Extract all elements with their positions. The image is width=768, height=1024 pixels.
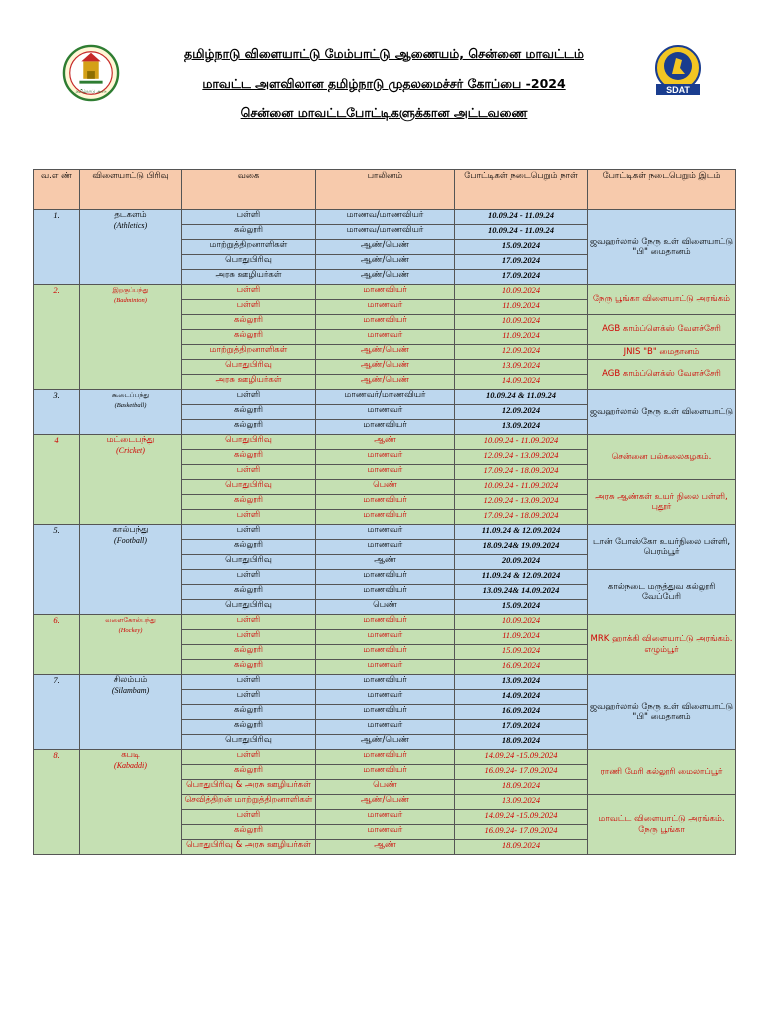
sport-name-english: (Athletics) (113, 220, 148, 230)
date-cell: 17.09.2024 (455, 270, 588, 285)
venue-cell: டான் போஸ்கோ உயர்நிலை பள்ளி, பெரம்பூர் (588, 525, 736, 570)
date-cell: 18.09.2024 (455, 840, 588, 855)
category-cell: பள்ளி (182, 750, 316, 765)
date-cell: 20.09.2024 (455, 555, 588, 570)
date-cell: 11.09.24 & 12.09.2024 (455, 570, 588, 585)
gender-cell: மாணவர் (316, 300, 455, 315)
gender-cell: மாணவியர் (316, 315, 455, 330)
date-cell: 10.09.2024 (455, 615, 588, 630)
category-cell: கல்லூரி (182, 225, 316, 240)
table-row (34, 390, 736, 405)
sport-cell (80, 210, 182, 285)
sport-name-tamil: சிலம்பம் (113, 675, 148, 685)
category-cell: கல்லூரி (182, 405, 316, 420)
gender-cell: மாணவர்/மாணவியர் (316, 390, 455, 405)
header-venue: போட்டிகள் நடைபெறும் இடம் (588, 170, 736, 210)
venue-cell: AGB காம்ப்ளெக்ஸ் வேளச்சேரி (588, 315, 736, 345)
category-cell: பள்ளி (182, 510, 316, 525)
sport-name-english: (Football) (114, 535, 147, 545)
date-cell: 11.09.2024 (455, 300, 588, 315)
gender-cell: மாணவியர் (316, 750, 455, 765)
header-serial: வ.எ ண் (34, 170, 80, 210)
date-cell: 10.09.24 - 11.09.2024 (455, 480, 588, 495)
sport-name-english: (Cricket) (116, 445, 145, 455)
table-row (34, 675, 736, 690)
gender-cell: மாணவர் (316, 660, 455, 675)
sport-name-tamil: வளைகோல்பந்து (105, 616, 156, 624)
sport-name-english: (Kabaddi) (114, 760, 147, 770)
date-cell: 12.09.2024 (455, 345, 588, 360)
date-cell: 13.09.2024 (455, 675, 588, 690)
sport-cell (80, 750, 182, 855)
gender-cell: மாணவர் (316, 630, 455, 645)
gender-cell: மாணவர் (316, 465, 455, 480)
category-cell: பொதுபிரிவு (182, 255, 316, 270)
venue-cell: கால்நடை மருத்துவ கல்லூரி வேப்பேரி (588, 570, 736, 615)
sport-name-tamil: தடகளம் (114, 210, 147, 220)
gender-cell: ஆண்/பெண் (316, 735, 455, 750)
venue-cell: JNIS "B" மைதானம் (588, 345, 736, 360)
serial-number: 3. (34, 390, 80, 435)
gender-cell: ஆண்/பெண் (316, 255, 455, 270)
table-row (34, 210, 736, 225)
venue-cell: AGB காம்ப்ளெக்ஸ் வேளச்சேரி (588, 360, 736, 390)
category-cell: கல்லூரி (182, 420, 316, 435)
category-cell: பள்ளி (182, 675, 316, 690)
gender-cell: ஆண் (316, 555, 455, 570)
category-cell: கல்லூரி (182, 765, 316, 780)
date-cell: 17.09.24 - 18.09.2024 (455, 465, 588, 480)
venue-cell: அரசு ஆண்கள் உயர் நிலை பள்ளி, புதூர் (588, 480, 736, 525)
category-cell: பள்ளி (182, 690, 316, 705)
category-cell: பள்ளி (182, 210, 316, 225)
date-cell: 13.09.24& 14.09.2024 (455, 585, 588, 600)
date-cell: 18.09.24& 19.09.2024 (455, 540, 588, 555)
category-cell: கல்லூரி (182, 495, 316, 510)
date-cell: 10.09.24 & 11.09.24 (455, 390, 588, 405)
gender-cell: ஆண்/பெண் (316, 795, 455, 810)
sdat-logo-text: SDAT (666, 85, 690, 95)
category-cell: பொதுபிரிவு (182, 360, 316, 375)
table-row (34, 435, 736, 450)
category-cell: பொதுபிரிவு & அரசு ஊழியர்கள் (182, 780, 316, 795)
serial-number: 7. (34, 675, 80, 750)
sport-name-tamil: கால்பந்து (112, 525, 149, 535)
schedule-table (33, 169, 736, 855)
header-subtitle: மாவட்ட அளவிலான தமிழ்நாடு முதலமைச்சர் கோப்பை -2024 (202, 76, 566, 91)
date-cell: 11.09.2024 (455, 630, 588, 645)
category-cell: பள்ளி (182, 465, 316, 480)
date-cell: 15.09.2024 (455, 645, 588, 660)
gender-cell: மாணவியர் (316, 285, 455, 300)
serial-number: 4 (34, 435, 80, 525)
date-cell: 15.09.2024 (455, 240, 588, 255)
date-cell: 10.09.24 - 11.09.24 (455, 225, 588, 240)
table-row (34, 750, 736, 765)
venue-cell: ராணி மேரி கல்லூரி மைலாப்பூர் (588, 750, 736, 795)
sport-cell (80, 525, 182, 615)
category-cell: பொதுபிரிவு (182, 555, 316, 570)
date-cell: 10.09.24 - 11.09.24 (455, 210, 588, 225)
gender-cell: பெண் (316, 600, 455, 615)
gender-cell: மாணவியர் (316, 495, 455, 510)
category-cell: பள்ளி (182, 570, 316, 585)
date-cell: 16.09.2024 (455, 705, 588, 720)
gender-cell: மாணவியர் (316, 765, 455, 780)
table-row (34, 525, 736, 540)
date-cell: 17.09.2024 (455, 255, 588, 270)
gender-cell: மாணவர் (316, 450, 455, 465)
date-cell: 12.09.24 - 13.09.2024 (455, 450, 588, 465)
gender-cell: மாணவியர் (316, 585, 455, 600)
category-cell: பள்ளி (182, 390, 316, 405)
category-cell: கல்லூரி (182, 330, 316, 345)
category-cell: மாற்றுத்திறனாளிகள் (182, 345, 316, 360)
category-cell: செவித்திறன் மாற்றுத்திறனாளிகள் (182, 795, 316, 810)
date-cell: 16.09.24- 17.09.2024 (455, 825, 588, 840)
sport-cell (80, 675, 182, 750)
gender-cell: மாணவர் (316, 540, 455, 555)
category-cell: கல்லூரி (182, 705, 316, 720)
sport-name-tamil: இறகுப்பந்து (112, 286, 149, 294)
gender-cell: மாணவர் (316, 330, 455, 345)
date-cell: 12.09.2024 (455, 405, 588, 420)
header-category: வகை (182, 170, 316, 210)
gender-cell: மாணவியர் (316, 645, 455, 660)
gender-cell: ஆண் (316, 435, 455, 450)
venue-cell: MRK ஹாக்கி விளையாட்டு அரங்கம். எழும்பூர் (588, 615, 736, 675)
header-sport: விளையாட்டு பிரிவு (80, 170, 182, 210)
sport-name-tamil: கூடைப்பந்து (111, 391, 150, 399)
serial-number: 8. (34, 750, 80, 855)
table-row (34, 285, 736, 300)
header-gender: பாலினம் (316, 170, 455, 210)
gender-cell: ஆண்/பெண் (316, 345, 455, 360)
serial-number: 5. (34, 525, 80, 615)
gender-cell: மாணவர் (316, 720, 455, 735)
table-header-row (34, 170, 736, 210)
sport-name-english: (Basketball) (114, 401, 147, 409)
venue-cell: ஜவஹர்லால் நேரு உள் விளையாட்டு (588, 390, 736, 435)
gender-cell: பெண் (316, 480, 455, 495)
category-cell: பொதுபிரிவு (182, 735, 316, 750)
gender-cell: ஆண்/பெண் (316, 375, 455, 390)
gender-cell: மாணவியர் (316, 510, 455, 525)
category-cell: கல்லூரி (182, 540, 316, 555)
date-cell: 10.09.2024 (455, 315, 588, 330)
header-schedule-title: சென்னை மாவட்டபோட்டிகளுக்கான அட்டவணை (240, 105, 528, 120)
gender-cell: மாணவியர் (316, 420, 455, 435)
date-cell: 18.09.2024 (455, 735, 588, 750)
date-cell: 10.09.2024 (455, 285, 588, 300)
header-title: தமிழ்நாடு விளையாட்டு மேம்பாட்டு ஆணையம், சென்னை மாவட்டம் (184, 46, 584, 61)
date-cell: 14.09.2024 (455, 375, 588, 390)
date-cell: 18.09.2024 (455, 780, 588, 795)
gender-cell: ஆண்/பெண் (316, 240, 455, 255)
date-cell: 12.09.24 - 13.09.2024 (455, 495, 588, 510)
category-cell: கல்லூரி (182, 585, 316, 600)
venue-cell: ஜவஹர்லால் நேரு உள் விளையாட்டு "பி" மைதானம் (588, 675, 736, 750)
date-cell: 14.09.24 -15.09.2024 (455, 810, 588, 825)
category-cell: பொதுபிரிவு (182, 435, 316, 450)
category-cell: அரசு ஊழியர்கள் (182, 270, 316, 285)
sport-cell (80, 390, 182, 435)
sport-cell (80, 615, 182, 675)
gender-cell: மாணவ/மாணவியர் (316, 210, 455, 225)
category-cell: பொதுபிரிவு (182, 600, 316, 615)
gender-cell: மாணவர் (316, 810, 455, 825)
category-cell: பள்ளி (182, 630, 316, 645)
gender-cell: மாணவ/மாணவியர் (316, 225, 455, 240)
category-cell: பள்ளி (182, 285, 316, 300)
sport-name-english: (Silambam) (111, 685, 150, 695)
header-date: போட்டிகள் நடைபெறும் நாள் (455, 170, 588, 210)
serial-number: 6. (34, 615, 80, 675)
venue-cell: ஜவஹர்லால் நேரு உள் விளையாட்டு "பி" மைதானம் (588, 210, 736, 285)
date-cell: 14.09.2024 (455, 690, 588, 705)
sport-name-english: (Hockey) (118, 626, 143, 634)
venue-cell: மாவட்ட விளையாட்டு அரங்கம். நேரு பூங்கா (588, 795, 736, 855)
venue-cell: நேரு பூங்கா விளையாட்டு அரங்கம் (588, 285, 736, 315)
date-cell: 13.09.2024 (455, 795, 588, 810)
category-cell: பொதுபிரிவு (182, 480, 316, 495)
date-cell: 17.09.24 - 18.09.2024 (455, 510, 588, 525)
sport-cell (80, 435, 182, 525)
category-cell: பள்ளி (182, 300, 316, 315)
gender-cell: மாணவியர் (316, 705, 455, 720)
category-cell: கல்லூரி (182, 825, 316, 840)
gender-cell: பெண் (316, 780, 455, 795)
gender-cell: மாணவியர் (316, 615, 455, 630)
category-cell: கல்லூரி (182, 660, 316, 675)
category-cell: அரசு ஊழியர்கள் (182, 375, 316, 390)
date-cell: 11.09.24 & 12.09.2024 (455, 525, 588, 540)
sport-name-english: (Badminton) (114, 296, 147, 304)
category-cell: பள்ளி (182, 525, 316, 540)
date-cell: 14.09.24 -15.09.2024 (455, 750, 588, 765)
gender-cell: மாணவியர் (316, 675, 455, 690)
table-row (34, 615, 736, 630)
date-cell: 10.09.24 - 11.09.2024 (455, 435, 588, 450)
sport-cell (80, 285, 182, 390)
serial-number: 2. (34, 285, 80, 390)
date-cell: 15.09.2024 (455, 600, 588, 615)
category-cell: மாற்றுத்திறனாளிகள் (182, 240, 316, 255)
category-cell: கல்லூரி (182, 450, 316, 465)
gender-cell: மாணவர் (316, 525, 455, 540)
serial-number: 1. (34, 210, 80, 285)
date-cell: 13.09.2024 (455, 420, 588, 435)
date-cell: 16.09.2024 (455, 660, 588, 675)
date-cell: 13.09.2024 (455, 360, 588, 375)
gender-cell: மாணவர் (316, 405, 455, 420)
sport-name-tamil: கபடி (121, 750, 140, 760)
gender-cell: ஆண்/பெண் (316, 360, 455, 375)
gender-cell: மாணவியர் (316, 570, 455, 585)
category-cell: கல்லூரி (182, 315, 316, 330)
date-cell: 16.09.24- 17.09.2024 (455, 765, 588, 780)
sport-name-tamil: மட்டைபந்து (106, 435, 155, 445)
date-cell: 17.09.2024 (455, 720, 588, 735)
category-cell: பள்ளி (182, 810, 316, 825)
gender-cell: ஆண் (316, 840, 455, 855)
gender-cell: மாணவர் (316, 825, 455, 840)
category-cell: பள்ளி (182, 615, 316, 630)
category-cell: கல்லூரி (182, 645, 316, 660)
venue-cell: சென்னை பல்கலைகழகம். (588, 435, 736, 480)
gender-cell: மாணவர் (316, 690, 455, 705)
category-cell: கல்லூரி (182, 720, 316, 735)
gender-cell: ஆண்/பெண் (316, 270, 455, 285)
category-cell: பொதுபிரிவு & அரசு ஊழியர்கள் (182, 840, 316, 855)
date-cell: 11.09.2024 (455, 330, 588, 345)
emblem-caption: தமிழ்நாடு அரசு (75, 89, 107, 95)
